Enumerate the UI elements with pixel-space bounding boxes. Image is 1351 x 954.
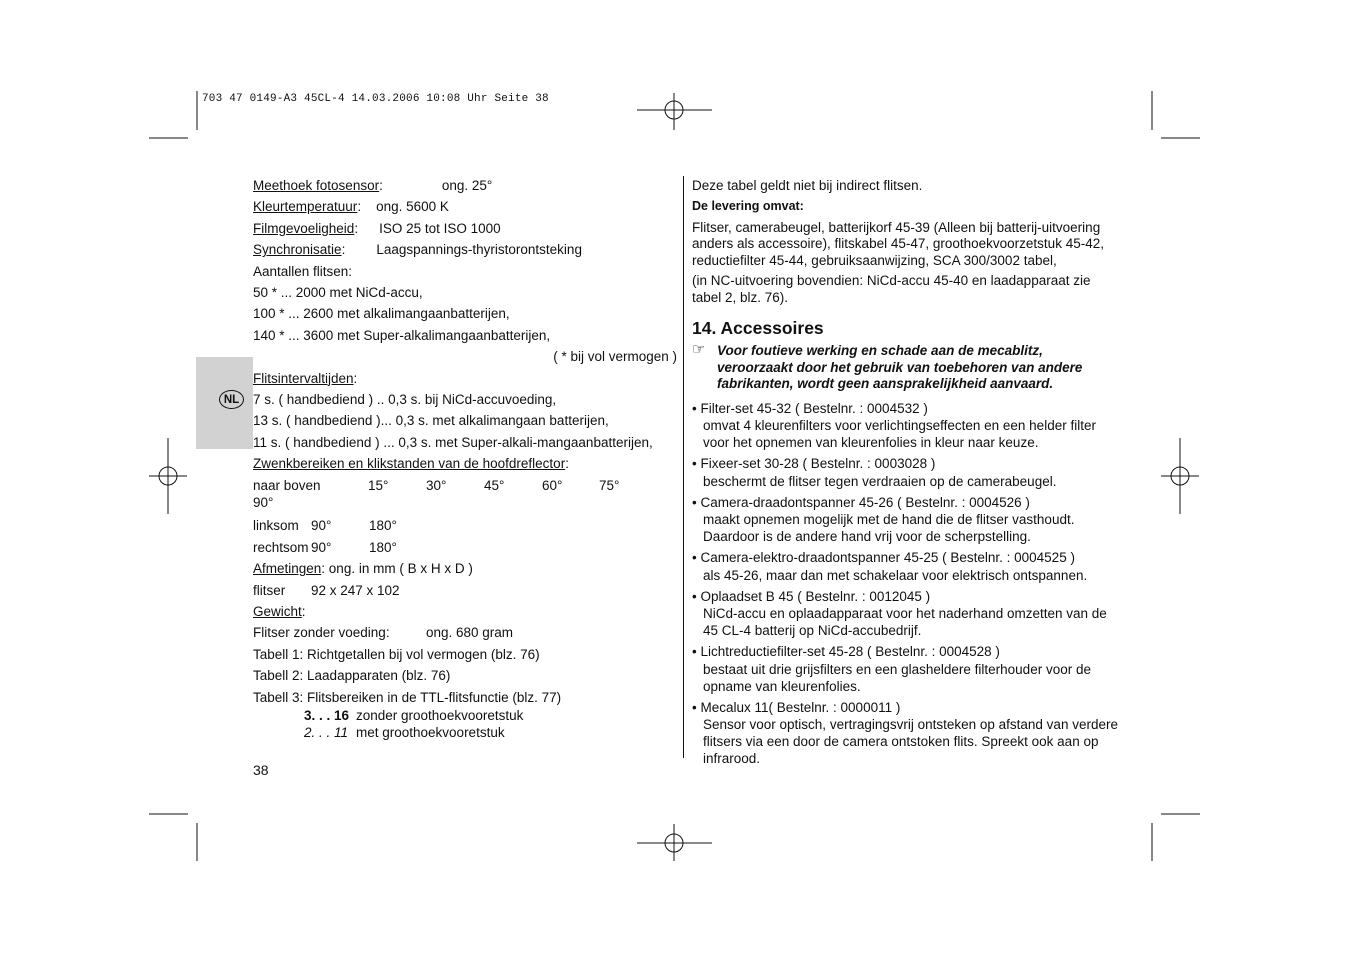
accessory-desc: bestaat uit drie grijsfilters en een glasheldere filterhouder voor de opname van kleurenfolies.: [703, 661, 1091, 694]
registration-mark-right: [1161, 438, 1199, 514]
levering-nc: (in NC-uitvoering bovendien: NiCd-accu 45-40 en laadapparaat zie tabel 2, blz. 76).: [692, 273, 1091, 305]
accessory-desc: als 45-26, maar dan met schakelaar voor elektrisch ontspannen.: [703, 567, 1088, 583]
tabell-2: Tabell 2: Laadapparaten (blz. 76): [253, 668, 451, 684]
intro-text: Deze tabel geldt niet bij indirect flitsen.: [692, 178, 923, 193]
warning-note: [692, 343, 1120, 393]
tabell-1: Tabell 1: Richtgetallen bij vol vermogen (blz. 76): [253, 646, 540, 662]
accessory-title: • Filter-set 45-32 ( Bestelnr. : 0004532 ): [692, 400, 928, 416]
tabell-3: Tabell 3: Flitsbereiken in de TTL-flitsfunctie (blz. 77): [253, 689, 562, 705]
accessory-desc: NiCd-accu en oplaadapparaat voor het naderhand omzetten van de 45 CL-4 batterij op NiCd-accubedrijf.: [703, 606, 1107, 639]
gewicht-flitser: Flitser zonder voeding: ong. 680 gram: [253, 625, 514, 641]
accessory-item: [692, 589, 1120, 640]
registration-mark-left: [149, 438, 187, 514]
accessory-title: • Mecalux 11( Bestelnr. : 0000011 ): [692, 699, 901, 715]
afmetingen-title: Afmetingen: ong. in mm ( B x H x D ): [253, 561, 473, 577]
zwenk-naar-boven: naar boven 15° 30° 45° 60° 75°: [253, 478, 620, 494]
accessory-title: • Fixeer-set 30-28 ( Bestelnr. : 0003028 ): [692, 456, 936, 472]
accessory-title: • Oplaadset B 45 ( Bestelnr. : 0012045 ): [692, 588, 931, 604]
tabell-3-row: 3. . . 16 zonder groothoekvooretstuk: [304, 707, 524, 723]
accessory-title: • Camera-elektro-draadontspanner 45-25 ( Bestelnr. : 0004525 ): [692, 550, 1075, 566]
spec-kleurtemperatuur: Kleurtemperatuur: ong. 5600 K: [253, 199, 449, 215]
left-column: [253, 175, 677, 741]
zwenk-naar-boven-wrap: 90°: [253, 495, 274, 511]
accessory-item: [692, 495, 1120, 546]
accessory-desc: beschermt de flitser tegen verdraaien op de camerabeugel.: [703, 473, 1057, 489]
registration-mark-top: [637, 93, 712, 130]
accessory-desc: maakt opnemen mogelijk met de hand die de flitser vasthoudt. Daardoor is de andere hand vrij voor de scherpstelling.: [703, 512, 1075, 545]
spec-meethoek: Meethoek fotosensor: ong. 25°: [253, 178, 493, 193]
column-divider: [683, 176, 684, 758]
accessory-item: [692, 456, 1120, 490]
afmetingen-flitser: flitser 92 x 247 x 102: [253, 582, 400, 598]
zwenk-title: Zwenkbereiken en klikstanden van de hoofdreflector:: [253, 456, 569, 472]
accessory-item: [692, 550, 1120, 584]
flitsinterval-row: 7 s. ( handbediend ) .. 0,3 s. bij NiCd-accuvoeding,: [253, 391, 557, 407]
spec-value: ong. 5600 K: [376, 199, 449, 215]
spec-label: Kleurtemperatuur: [253, 199, 358, 215]
accessory-item: [692, 644, 1120, 695]
spec-label: Synchronisatie: [253, 242, 342, 258]
print-header: 703 47 0149-A3 45CL-4 14.03.2006 10:08 Uhr Seite 38: [202, 93, 549, 105]
vol-vermogen-note: ( * bij vol vermogen ): [553, 349, 677, 365]
page-number: 38: [253, 762, 269, 778]
spec-filmgevoeligheid: Filmgevoeligheid: ISO 25 tot ISO 1000: [253, 220, 501, 236]
accessory-item: [692, 700, 1120, 768]
levering-text: Flitser, camerabeugel, batterijkorf 45-39 (Alleen bij batterij-uitvoering anders als accessoire), flitskabel 45-47, groothoekvoorzetstuk 45-42, reductiefilter 45-44, gebruiksaanwijzing, SCA 300/3002 tabel,: [692, 219, 1104, 268]
zwenk-rechtsom: rechtsom 90° 180°: [253, 539, 397, 555]
tabell-3-row: 2. . . 11 met groothoekvooretstuk: [304, 724, 505, 740]
accessory-title: • Camera-draadontspanner 45-26 ( Bestelnr. : 0004526 ): [692, 494, 1030, 510]
aantallen-title: Aantallen flitsen:: [253, 263, 353, 279]
language-badge: NL: [219, 390, 244, 409]
spec-synchronisatie: Synchronisatie: Laagspannings-thyristorontsteking: [253, 242, 582, 258]
registration-mark-bottom: [637, 824, 712, 861]
warning-text: Voor foutieve werking en schade aan de mecablitz, veroorzaakt door het gebruik van toebehoren van andere fabrikanten, wordt geen aansprakelijkheid aanvaard.: [717, 343, 1083, 392]
accessory-list: [692, 401, 1120, 768]
zwenk-linksom: linksom 90° 180°: [253, 518, 397, 534]
section-heading: 14. Accessoires: [692, 318, 824, 339]
spec-value: Laagspannings-thyristorontsteking: [376, 242, 582, 258]
aantallen-row: 140 * ... 3600 met Super-alkalimangaanbatterijen,: [253, 327, 551, 343]
accessory-item: [692, 401, 1120, 452]
accessory-title: • Lichtreductiefilter-set 45-28 ( Bestelnr. : 0004528 ): [692, 644, 1000, 660]
spec-label: Meethoek fotosensor: [253, 178, 380, 193]
flitsinterval-title: Flitsintervaltijden:: [253, 370, 358, 386]
levering-title: De levering omvat:: [692, 199, 804, 214]
spec-value: ong. 25°: [441, 178, 493, 193]
flitsinterval-row: 11 s. ( handbediend ) ... 0,3 s. met Super-alkali-mangaanbatterijen,: [253, 434, 653, 450]
accessory-desc: Sensor voor optisch, vertragingsvrij ontsteken op afstand van verdere flitsers via een door de camera ontstoken flits. Spreekt ook aan op infrarood.: [703, 717, 1118, 767]
accessory-desc: omvat 4 kleurenfilters voor verlichtingseffecten en een helder filter voor het opnemen van kleurenfolies in kleur naar keuze.: [703, 418, 1096, 451]
spec-value: ISO 25 tot ISO 1000: [379, 220, 501, 236]
pointing-hand-icon: ☞: [692, 341, 706, 359]
gewicht-title: Gewicht:: [253, 604, 306, 620]
flitsinterval-row: 13 s. ( handbediend )... 0,3 s. met alkalimangaan batterijen,: [253, 413, 609, 429]
right-column: [692, 175, 1120, 767]
aantallen-row: 100 * ... 2600 met alkalimangaanbatterijen,: [253, 306, 510, 322]
aantallen-row: 50 * ... 2000 met NiCd-accu,: [253, 284, 423, 300]
spec-label: Filmgevoeligheid: [253, 220, 355, 236]
